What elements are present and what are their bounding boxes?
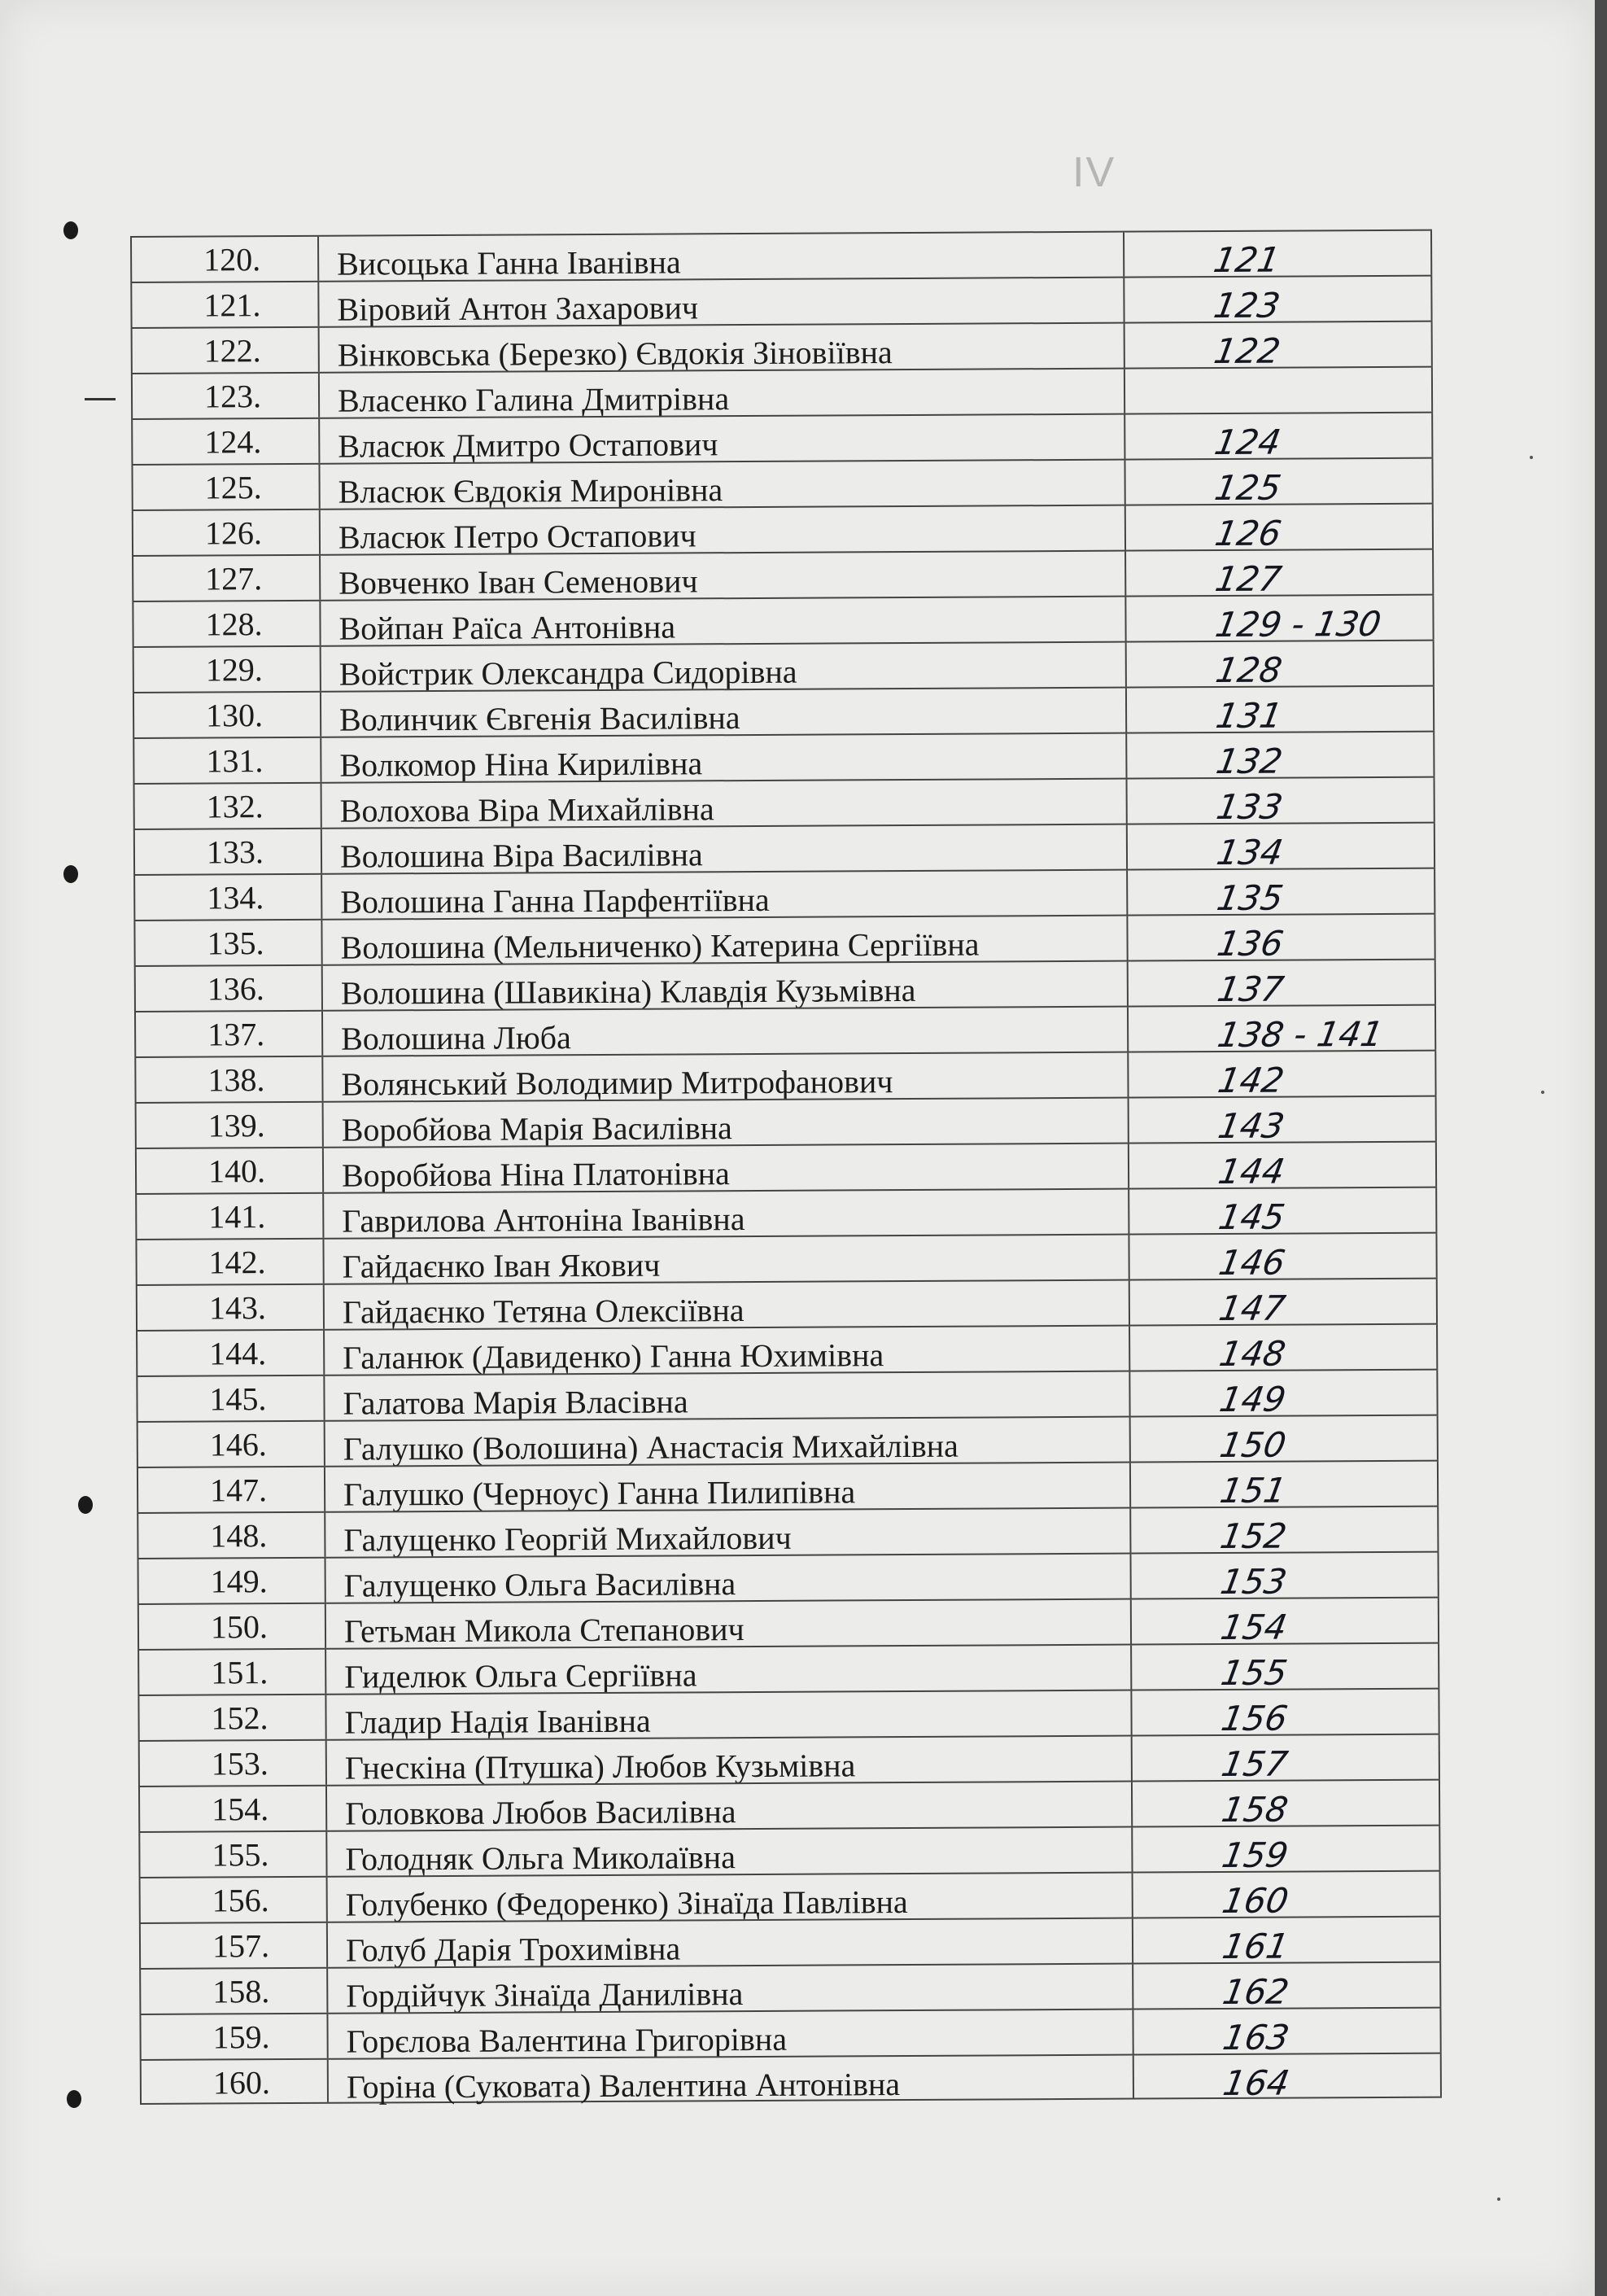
margin-dash: [85, 398, 116, 400]
table-row: [133, 913, 1435, 965]
row-number: 131.: [206, 742, 264, 780]
person-name: Галанюк (Давиденко) Ганна Юхимівна: [343, 1336, 884, 1376]
row-number-cell: [133, 647, 321, 692]
page-reference-cell: [1133, 1826, 1440, 1876]
person-name: Горєлова Валентина Григорівна: [346, 2020, 788, 2060]
person-name-cell: [324, 1144, 1129, 1192]
row-number: 125.: [204, 469, 262, 506]
person-name: Войстрик Олександра Сидорівна: [338, 653, 797, 693]
handwritten-page-number: 136: [1214, 923, 1286, 964]
row-number-cell: [136, 1331, 325, 1375]
row-number-cell: [131, 465, 320, 509]
row-number: 150.: [210, 1608, 269, 1646]
page-reference-cell: [1128, 915, 1435, 964]
table-row: [135, 1232, 1437, 1284]
handwritten-page-number: 133: [1213, 786, 1286, 828]
page-reference-cell: [1129, 1234, 1437, 1284]
person-name: Гайдаєнко Тетяна Олексіївна: [342, 1292, 745, 1331]
row-number: 120.: [203, 241, 261, 278]
person-name-cell: [319, 278, 1124, 326]
row-number-cell: [139, 1923, 328, 1968]
row-number: 128.: [205, 606, 263, 643]
page-reference-cell: [1126, 596, 1434, 645]
row-number-cell: [133, 875, 322, 920]
row-number-cell: [136, 1376, 325, 1421]
table-row: [138, 1551, 1439, 1603]
page-reference-cell: [1132, 1690, 1439, 1739]
page-reference-cell: [1124, 231, 1432, 281]
page-reference-cell: [1124, 277, 1432, 326]
handwritten-page-number: 149: [1216, 1379, 1289, 1420]
page-reference-cell: [1131, 1507, 1439, 1557]
person-name: Галушко (Черноус) Ганна Пилипівна: [343, 1473, 856, 1513]
person-name-cell: [328, 2010, 1133, 2058]
table-row: [133, 776, 1435, 829]
table-row: [135, 1141, 1437, 1193]
page-reference-cell: [1125, 413, 1433, 463]
row-number-cell: [133, 693, 321, 737]
register-table: [130, 230, 1442, 2116]
handwritten-page-number: 159: [1219, 1835, 1291, 1876]
row-number-cell: [135, 1148, 324, 1193]
handwritten-page-number: 125: [1212, 467, 1285, 509]
person-name: Вовченко Іван Семенович: [338, 562, 698, 601]
person-name-cell: [321, 643, 1127, 691]
table-row: [133, 640, 1435, 692]
handwritten-page-number: 156: [1218, 1698, 1290, 1739]
person-name-cell: [321, 506, 1126, 554]
person-name: Горіна (Суковата) Валентина Антонівна: [346, 2066, 901, 2106]
row-number-cell: [135, 1240, 324, 1284]
table-row: [137, 1415, 1439, 1467]
person-name-cell: [324, 1190, 1129, 1238]
table-row: [134, 1050, 1436, 1102]
person-name-cell: [321, 597, 1126, 645]
person-name: Гордійчук Зінаїда Данилівна: [346, 1975, 744, 2014]
handwritten-page-number: 121: [1210, 239, 1283, 281]
person-name: Волохова Віра Михайлівна: [339, 790, 714, 829]
handwritten-page-number: 132: [1213, 741, 1286, 782]
row-number-cell: [134, 1057, 323, 1102]
handwritten-page-number: 147: [1216, 1288, 1289, 1329]
person-name: Волошина (Мельниченко) Катерина Сергіївна: [340, 925, 980, 966]
table-row: [138, 1734, 1440, 1786]
person-name-cell: [320, 370, 1125, 418]
person-name-cell: [325, 1327, 1130, 1375]
table-row: [139, 1916, 1441, 1968]
person-name: Власюк Євдокія Миронівна: [338, 471, 723, 510]
row-number-cell: [138, 1650, 326, 1695]
row-number-cell: [133, 829, 322, 874]
handwritten-page-number: 129 - 130: [1212, 603, 1384, 645]
page-reference-cell: [1129, 960, 1436, 1010]
table-row: [130, 275, 1432, 327]
person-name: Галущенко Ольга Василівна: [343, 1565, 736, 1604]
row-number: 151.: [211, 1654, 269, 1691]
row-number: 144.: [209, 1335, 267, 1372]
row-number: 155.: [212, 1836, 269, 1874]
person-name: Воробйова Ніна Платонівна: [341, 1155, 730, 1194]
row-number: 121.: [203, 286, 261, 324]
row-number: 137.: [207, 1016, 265, 1053]
table-row: [138, 1825, 1440, 1877]
person-name-cell: [327, 1828, 1133, 1876]
person-name: Волянський Володимир Митрофанович: [341, 1063, 893, 1103]
page-reference-cell: [1133, 1781, 1440, 1830]
handwritten-page-number: 123: [1211, 285, 1283, 326]
page-reference-cell: [1128, 869, 1435, 919]
person-name-cell: [320, 324, 1125, 372]
page-reference-cell: [1131, 1553, 1439, 1603]
row-number-cell: [133, 921, 322, 965]
table-row: [138, 1597, 1439, 1649]
row-number-cell: [134, 966, 323, 1011]
person-name-cell: [326, 1600, 1132, 1648]
row-number-cell: [131, 419, 320, 464]
person-name-cell: [324, 1099, 1129, 1147]
person-name-cell: [323, 1053, 1129, 1101]
speck: [1530, 456, 1533, 459]
person-name: Вінковська (Березко) Євдокія Зіновіївна: [337, 334, 893, 374]
handwritten-page-number: 124: [1212, 422, 1284, 463]
page-corner-mark: IV: [1072, 149, 1116, 196]
table-row: [134, 959, 1436, 1011]
table-row: [134, 1004, 1436, 1056]
table-row: [133, 731, 1435, 783]
person-name-cell: [322, 871, 1128, 919]
row-number: 148.: [210, 1517, 268, 1555]
person-name-cell: [329, 2056, 1134, 2106]
person-name-cell: [321, 552, 1126, 600]
person-name: Гладир Надія Іванівна: [344, 1702, 651, 1741]
table-row: [136, 1369, 1438, 1421]
page-reference-cell: [1134, 2054, 1442, 2104]
person-name-cell: [319, 233, 1124, 281]
row-number: 140.: [207, 1152, 266, 1190]
table-row: [138, 1642, 1439, 1695]
punch-hole: [63, 221, 78, 239]
row-number: 145.: [209, 1380, 267, 1418]
row-number-cell: [138, 1741, 327, 1786]
row-number: 136.: [207, 970, 264, 1008]
page-reference-cell: [1127, 641, 1435, 691]
handwritten-page-number: 155: [1218, 1652, 1290, 1694]
handwritten-page-number: 163: [1220, 2017, 1292, 2058]
person-name: Галущенко Георгій Михайлович: [343, 1519, 792, 1559]
row-number: 130.: [205, 697, 264, 734]
row-number-cell: [133, 784, 322, 829]
row-number-cell: [130, 237, 319, 282]
person-name: Галатова Марія Власівна: [343, 1383, 688, 1422]
person-name-cell: [327, 1782, 1133, 1830]
person-name: Головкова Любов Василівна: [345, 1793, 736, 1832]
page-reference-cell: [1133, 1963, 1441, 2013]
handwritten-page-number: 145: [1216, 1196, 1288, 1238]
handwritten-page-number: 162: [1220, 1971, 1292, 2013]
row-number: 126.: [204, 514, 263, 552]
page-reference-cell: [1126, 550, 1434, 600]
person-name-cell: [325, 1463, 1131, 1511]
person-name: Голуб Дарія Трохимівна: [345, 1930, 681, 1969]
row-number: 149.: [210, 1563, 268, 1600]
handwritten-page-number: 160: [1219, 1880, 1292, 1922]
person-name: Голодняк Ольга Миколаївна: [345, 1839, 736, 1878]
row-number-cell: [132, 510, 321, 555]
page-reference-cell: [1132, 1644, 1439, 1694]
row-number-cell: [136, 1285, 325, 1330]
handwritten-page-number: 158: [1218, 1789, 1291, 1830]
page-reference-cell: [1128, 824, 1435, 873]
row-number: 133.: [206, 833, 264, 871]
person-name: Волошина (Шавикіна) Клавдія Кузьмівна: [340, 971, 916, 1012]
handwritten-page-number: 146: [1216, 1242, 1288, 1284]
person-name: Висоцька Ганна Іванівна: [337, 243, 681, 282]
row-number-cell: [131, 374, 320, 418]
table-row: [138, 1779, 1440, 1831]
table-row: [131, 321, 1433, 373]
row-number-cell: [130, 282, 319, 327]
page-reference-cell: [1130, 1371, 1438, 1420]
person-name: Волинчик Євгенія Василівна: [338, 699, 740, 738]
person-name-cell: [320, 415, 1125, 463]
handwritten-page-number: 127: [1212, 558, 1285, 600]
handwritten-page-number: 144: [1215, 1151, 1288, 1192]
page-reference-cell: [1129, 1006, 1436, 1056]
row-number: 158.: [212, 1973, 270, 2010]
handwritten-page-number: 157: [1218, 1743, 1291, 1785]
person-name-cell: [326, 1691, 1132, 1739]
person-name-cell: [322, 780, 1128, 828]
row-number-cell: [133, 738, 321, 783]
speck: [1497, 2198, 1500, 2201]
page-reference-cell: [1129, 1052, 1436, 1101]
person-name-cell: [321, 689, 1127, 737]
row-number: 143.: [208, 1289, 267, 1327]
person-name: Гиделюк Ольга Сергіївна: [344, 1656, 697, 1695]
row-number: 138.: [207, 1061, 265, 1099]
handwritten-page-number: 122: [1211, 330, 1284, 372]
table-row: [130, 230, 1432, 282]
table-row: [133, 685, 1435, 737]
handwritten-page-number: 150: [1216, 1424, 1290, 1466]
row-number: 160.: [212, 2064, 270, 2101]
handwritten-page-number: 128: [1212, 649, 1286, 691]
row-number: 141.: [208, 1198, 266, 1235]
table-row: [140, 2053, 1442, 2105]
table-row: [135, 1096, 1437, 1148]
person-name-cell: [320, 461, 1125, 509]
row-number-cell: [139, 1969, 328, 2014]
table-row: [137, 1506, 1439, 1558]
table-row: [138, 1688, 1439, 1740]
person-name: Гетьман Микола Степанович: [343, 1611, 745, 1650]
table-row: [133, 822, 1435, 874]
handwritten-page-number: 148: [1216, 1333, 1289, 1375]
page-reference-cell: [1127, 733, 1435, 782]
row-number: 146.: [209, 1426, 267, 1463]
row-number: 122.: [203, 332, 261, 370]
person-name: Власюк Дмитро Остапович: [338, 426, 718, 465]
row-number: 152.: [211, 1699, 269, 1737]
table-row: [136, 1323, 1438, 1375]
page-reference-cell: [1128, 778, 1435, 828]
person-name: Волошина Люба: [341, 1019, 571, 1057]
row-number-cell: [135, 1103, 324, 1148]
person-name-cell: [328, 1919, 1133, 1967]
page-reference-cell: [1130, 1279, 1438, 1329]
row-number: 142.: [208, 1244, 266, 1281]
person-name: Власенко Галина Дмитрівна: [337, 380, 730, 419]
row-number-cell: [134, 1012, 323, 1056]
table-row: [135, 1187, 1437, 1239]
page-reference-cell: [1129, 1188, 1437, 1238]
person-name-cell: [322, 825, 1128, 873]
handwritten-page-number: 143: [1215, 1105, 1288, 1147]
person-name-cell: [325, 1509, 1131, 1557]
table-row: [139, 1870, 1441, 1922]
person-name: Воробйова Марія Василівна: [341, 1109, 732, 1148]
handwritten-page-number: 126: [1212, 513, 1285, 554]
punch-hole: [67, 2090, 81, 2108]
handwritten-page-number: 131: [1212, 695, 1286, 737]
person-name: Гнескіна (Птушка) Любов Кузьмівна: [344, 1747, 856, 1787]
row-number: 132.: [206, 788, 264, 825]
table-row: [137, 1460, 1439, 1512]
person-name-cell: [323, 1008, 1129, 1056]
person-name: Волкомор Ніна Кирилівна: [339, 745, 703, 784]
table-row: [131, 412, 1433, 464]
table-row: [131, 366, 1433, 418]
page-reference-cell: [1133, 1918, 1441, 1967]
page-reference-cell: [1133, 2009, 1441, 2058]
row-number-cell: [137, 1513, 325, 1558]
person-name: Гайдаєнко Іван Якович: [342, 1246, 661, 1285]
row-number: 135.: [207, 925, 264, 962]
page-reference-cell: [1127, 687, 1435, 737]
table-row: [133, 868, 1435, 920]
person-name-cell: [323, 962, 1129, 1010]
handwritten-page-number: 164: [1220, 2062, 1293, 2104]
handwritten-page-number: 137: [1214, 969, 1287, 1010]
handwritten-page-number: 161: [1219, 1926, 1292, 1967]
person-name: Волошина Ганна Парфентіївна: [340, 881, 770, 921]
row-number-cell: [137, 1422, 325, 1467]
row-number: 134.: [207, 879, 264, 916]
row-number: 123.: [203, 378, 262, 415]
row-number: 139.: [207, 1107, 265, 1144]
page-reference-cell: [1129, 1097, 1437, 1147]
row-number-cell: [139, 2014, 328, 2059]
row-number-cell: [138, 1787, 327, 1831]
page-reference-cell: [1132, 1598, 1439, 1648]
person-name: Войпан Раїса Антонівна: [338, 608, 676, 647]
row-number-cell: [137, 1467, 325, 1512]
punch-hole: [78, 1496, 93, 1514]
row-number: 154.: [212, 1791, 269, 1828]
page-reference-cell: [1125, 459, 1433, 509]
row-number-cell: [138, 1559, 326, 1603]
row-number: 147.: [209, 1472, 268, 1509]
handwritten-page-number: 134: [1213, 832, 1286, 873]
row-number-cell: [131, 328, 320, 373]
person-name-cell: [327, 1737, 1133, 1785]
person-name: Галушко (Волошина) Анастасія Михайлівна: [343, 1427, 959, 1467]
table-row: [131, 457, 1433, 509]
row-number: 153.: [211, 1745, 269, 1782]
row-number: 159.: [212, 2018, 270, 2056]
handwritten-page-number: 135: [1214, 877, 1286, 919]
handwritten-page-number: 153: [1217, 1561, 1290, 1603]
table-row: [136, 1278, 1438, 1330]
handwritten-page-number: 154: [1217, 1607, 1290, 1648]
page-reference-cell: [1133, 1735, 1440, 1785]
person-name: Гаврилова Антоніна Іванівна: [342, 1200, 745, 1240]
person-name: Голубенко (Федоренко) Зінаїда Павлівна: [345, 1883, 908, 1923]
row-number: 156.: [212, 1882, 269, 1919]
page-reference-cell: [1126, 505, 1434, 554]
row-number-cell: [132, 601, 321, 646]
row-number-cell: [138, 1604, 326, 1649]
page-reference-cell: [1129, 1143, 1437, 1192]
row-number-cell: [138, 1832, 327, 1877]
page-reference-cell: [1125, 368, 1433, 413]
row-number: 157.: [212, 1927, 270, 1965]
speck: [1541, 1091, 1544, 1094]
person-name: Власюк Петро Остапович: [338, 517, 697, 556]
person-name-cell: [322, 916, 1128, 964]
handwritten-page-number: 151: [1216, 1470, 1290, 1511]
handwritten-page-number: 152: [1217, 1515, 1290, 1557]
person-name-cell: [328, 1965, 1133, 2013]
row-number: 129.: [205, 651, 263, 689]
table-row: [132, 503, 1434, 555]
row-number: 127.: [205, 560, 263, 597]
person-name-cell: [326, 1555, 1132, 1603]
table-row: [139, 1961, 1441, 2014]
table-row: [132, 594, 1434, 646]
person-name-cell: [326, 1646, 1132, 1694]
row-number: 124.: [204, 423, 262, 461]
person-name-cell: [328, 1874, 1133, 1922]
person-name-cell: [321, 734, 1127, 782]
scan-edge: [1595, 0, 1607, 2296]
row-number-cell: [132, 556, 321, 601]
page-reference-cell: [1131, 1462, 1439, 1511]
row-number-cell: [135, 1194, 324, 1239]
handwritten-page-number: 138 - 141: [1214, 1013, 1386, 1056]
row-number-cell: [140, 2060, 329, 2103]
handwritten-page-number: 142: [1215, 1060, 1287, 1101]
person-name-cell: [325, 1372, 1130, 1420]
page-reference-cell: [1125, 322, 1433, 372]
table-row: [132, 549, 1434, 601]
person-name: Волошина Віра Василівна: [339, 836, 703, 875]
row-number-cell: [139, 1878, 328, 1922]
punch-hole: [63, 865, 78, 883]
person-name-cell: [325, 1418, 1131, 1466]
row-number-cell: [138, 1695, 326, 1740]
person-name: Віровий Антон Захарович: [337, 289, 699, 328]
person-name-cell: [324, 1235, 1129, 1284]
person-name-cell: [325, 1281, 1130, 1329]
table-row: [139, 2007, 1441, 2059]
page-reference-cell: [1131, 1416, 1439, 1466]
page-reference-cell: [1133, 1872, 1441, 1922]
page-reference-cell: [1130, 1325, 1438, 1375]
